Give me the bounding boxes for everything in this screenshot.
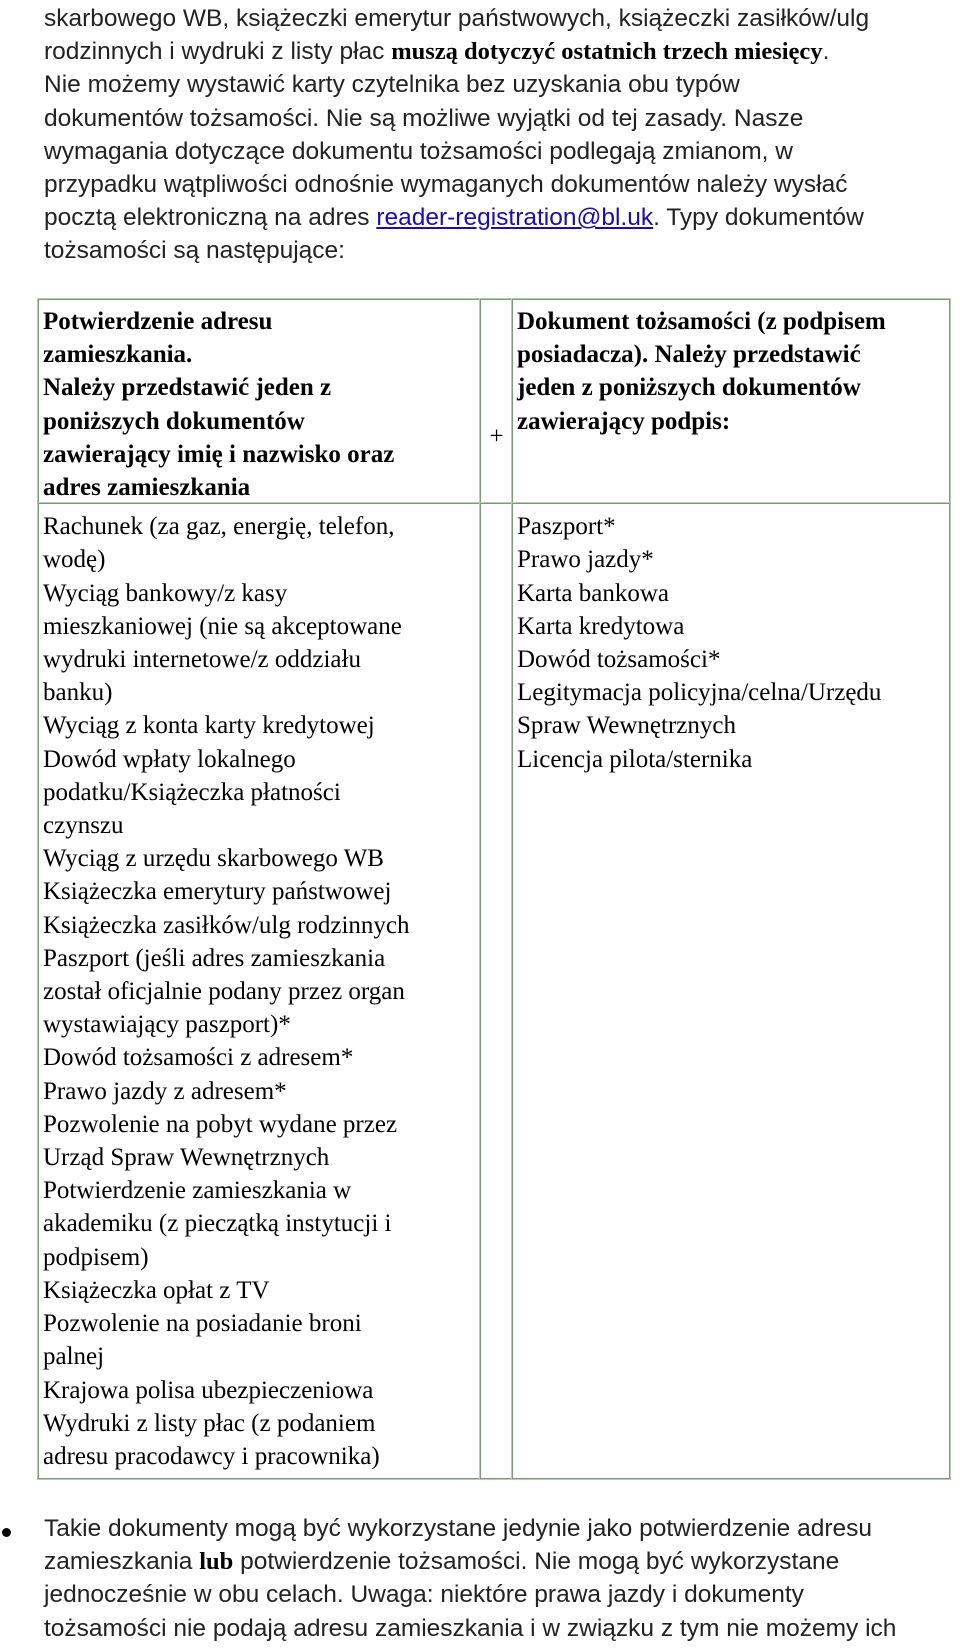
list-item: Wyciąg z konta karty kredytowej (43, 712, 375, 740)
list-item: Spraw Wewnętrznych (517, 712, 736, 740)
intro-line: Nie możemy wystawić karty czytelnika bez uzyskania obu typów (44, 71, 740, 99)
list-item: czynszu (43, 812, 124, 840)
intro-line (44, 35, 944, 68)
intro-text: rodzinnych i wydruki z listy płac (44, 38, 392, 66)
identity-document-list (512, 508, 950, 1479)
intro-text: pocztą elektroniczną na adres (44, 204, 377, 232)
list-item: Prawo jazdy* (517, 546, 654, 574)
header-line: Dokument tożsamości (z podpisem (517, 308, 886, 335)
list-item: Wydruki z listy płac (z podaniem (43, 1409, 376, 1437)
intro-line: tożsamości są następujące: (44, 237, 345, 265)
list-item: akademiku (z pieczątką instytucji i (43, 1210, 392, 1238)
header-line: poniższych dokumentów (43, 407, 305, 435)
bullet-emphasis: lub (199, 1548, 234, 1576)
list-item: Rachunek (za gaz, energię, telefon, (43, 513, 395, 541)
list-item: wydruki internetowe/z oddziału (43, 646, 361, 674)
header-line: adres zamieszkania (43, 474, 251, 502)
header-line: zamieszkania. (43, 341, 193, 369)
list-item: Dowód tożsamości* (517, 646, 721, 674)
list-item: Paszport* (517, 513, 616, 541)
list-item: Urząd Spraw Wewnętrznych (43, 1144, 330, 1172)
intro-text: . (822, 38, 830, 66)
identity-document-header (512, 299, 950, 508)
header-line: Należy przedstawić jeden z (43, 374, 332, 402)
documents-table (38, 299, 950, 1479)
email-link[interactable]: reader-registration@bl.uk (376, 204, 654, 232)
list-item: Prawo jazdy z adresem* (43, 1077, 287, 1105)
intro-line: przypadku wątpliwości odnośnie wymaganych dokumentów należy wysłać (44, 171, 848, 199)
list-item: Dowód tożsamości z adresem* (43, 1044, 354, 1072)
header-line: zawierający podpis: (517, 407, 731, 435)
list-item: adresu pracodawcy i pracownika) (43, 1442, 380, 1470)
intro-emphasis: muszą dotyczyć ostatnich trzech miesięcy (391, 38, 823, 66)
list-item: podatku/Książeczka płatności (43, 778, 341, 806)
intro-line (44, 201, 944, 234)
bullet-fragment: potwierdzenie tożsamości. Nie mogą być wykorzystane (233, 1548, 840, 1576)
plus-sign (480, 299, 512, 508)
address-proof-header (38, 299, 480, 508)
list-item: podpisem) (43, 1243, 149, 1271)
intro-text: . Typy dokumentów (653, 204, 864, 232)
intro-line: wymagania dotyczące dokumentu tożsamości podlegają zmianom, w (44, 137, 793, 165)
bullet-line: jednocześnie w obu celach. Uwaga: niektóre prawa jazdy i dokumenty (44, 1581, 804, 1609)
list-item: Wyciąg z urzędu skarbowego WB (43, 845, 384, 873)
list-item: wodę) (43, 546, 106, 574)
list-item: Pozwolenie na posiadanie broni (43, 1310, 362, 1338)
bullet-line: Takie dokumenty mogą być wykorzystane jedynie jako potwierdzenie adresu (44, 1515, 872, 1542)
plus-symbol: + (489, 423, 504, 450)
header-line: zawierający imię i nazwisko oraz (43, 440, 395, 468)
intro-line: skarbowego WB, książeczki emerytur państwowych, książeczki zasiłków/ulg (44, 5, 870, 32)
list-item: mieszkaniowej (nie są akceptowane (43, 612, 402, 640)
list-item: palnej (43, 1343, 105, 1371)
list-item: banku) (43, 679, 113, 707)
list-item: Książeczka emerytury państwowej (43, 878, 392, 906)
intro-paragraph (44, 2, 944, 268)
address-proof-list (38, 508, 480, 1479)
bullet-text (44, 1512, 956, 1645)
list-item: Legitymacja policyjna/celna/Urzędu (517, 679, 882, 707)
intro-line: dokumentów tożsamości. Nie są możliwe wyjątki od tej zasady. Nasze (44, 104, 804, 132)
list-item: Książeczka opłat z TV (43, 1276, 270, 1304)
list-item: Karta kredytowa (517, 612, 685, 640)
list-item: Wyciąg bankowy/z kasy (43, 579, 288, 607)
list-item: Krajowa polisa ubezpieczeniowa (43, 1376, 374, 1404)
list-item: Książeczka zasiłków/ulg rodzinnych (43, 911, 410, 939)
list-item: wystawiający paszport)* (43, 1011, 291, 1039)
list-item: Paszport (jeśli adres zamieszkania (43, 944, 386, 972)
list-item: Pozwolenie na pobyt wydane przez (43, 1110, 398, 1138)
list-item: został oficjalnie podany przez organ (43, 978, 405, 1006)
list-item: Dowód wpłaty lokalnego (43, 745, 296, 773)
bullet-fragment: zamieszkania (44, 1548, 200, 1576)
bullet-line (44, 1545, 956, 1578)
header-line: Potwierdzenie adresu (43, 308, 273, 335)
header-line: posiadacza). Należy przedstawić (517, 341, 861, 369)
list-item: Karta bankowa (517, 579, 670, 607)
list-item: Licencja pilota/sternika (517, 745, 753, 773)
list-item: Potwierdzenie zamieszkania w (43, 1177, 352, 1205)
bullet-icon (2, 1528, 11, 1537)
bullet-line: tożsamości nie podają adresu zamieszkania i w związku z tym nie możemy ich (44, 1614, 897, 1642)
empty-cell (480, 508, 512, 1479)
header-line: jeden z poniższych dokumentów (517, 374, 861, 402)
